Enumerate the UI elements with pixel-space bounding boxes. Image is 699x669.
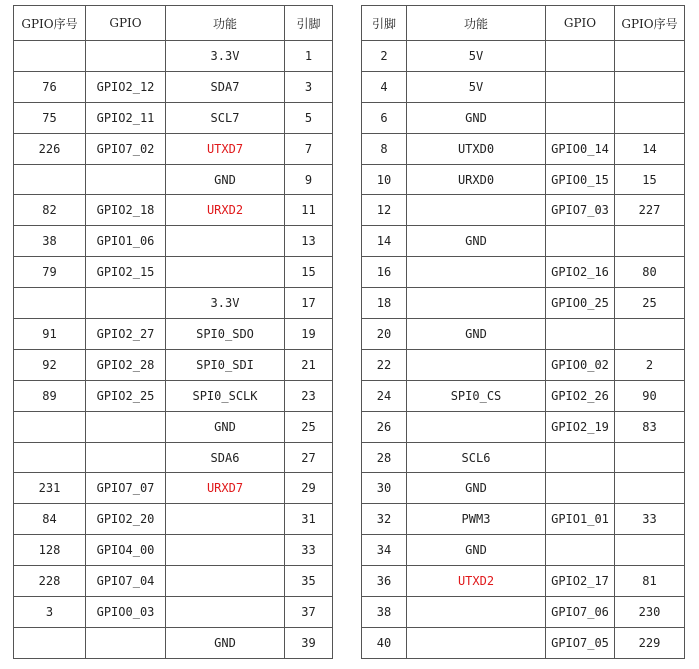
left-table-cell: 228 bbox=[14, 566, 86, 597]
right-table-row bbox=[362, 349, 685, 380]
left-table-cell: GPIO4_00 bbox=[86, 535, 166, 566]
left-table-cell: 79 bbox=[14, 257, 86, 288]
right-header-cell: GPIO序号 bbox=[615, 6, 685, 41]
left-header-cell: 功能 bbox=[166, 6, 285, 41]
right-table-cell: GND bbox=[407, 102, 546, 133]
right-table-cell: GND bbox=[407, 226, 546, 257]
left-table-cell: 27 bbox=[285, 442, 333, 473]
left-table-cell: GPIO2_12 bbox=[86, 71, 166, 102]
right-table-cell: 8 bbox=[362, 133, 407, 164]
right-header-row bbox=[362, 6, 685, 41]
left-header-cell: 引脚 bbox=[285, 6, 333, 41]
right-table-cell bbox=[407, 195, 546, 226]
left-table-cell: 38 bbox=[14, 226, 86, 257]
left-table-cell: SDA6 bbox=[166, 442, 285, 473]
right-table-cell: GPIO0_02 bbox=[546, 349, 615, 380]
right-table-row bbox=[362, 566, 685, 597]
right-table-cell: 34 bbox=[362, 535, 407, 566]
left-table-cell: GND bbox=[166, 164, 285, 195]
left-table-row bbox=[14, 41, 333, 72]
left-table-cell: 82 bbox=[14, 195, 86, 226]
left-table-cell bbox=[86, 41, 166, 72]
right-table-cell: 12 bbox=[362, 195, 407, 226]
left-table-cell: 29 bbox=[285, 473, 333, 504]
left-table-cell: 13 bbox=[285, 226, 333, 257]
left-table-row bbox=[14, 102, 333, 133]
right-table-cell bbox=[615, 41, 685, 72]
right-table-cell: 40 bbox=[362, 627, 407, 658]
left-table-cell: SPI0_SCLK bbox=[166, 380, 285, 411]
left-table-cell: 1 bbox=[285, 41, 333, 72]
right-table-cell: 33 bbox=[615, 504, 685, 535]
left-table-cell: GPIO1_06 bbox=[86, 226, 166, 257]
right-table-cell: GPIO2_19 bbox=[546, 411, 615, 442]
left-table-row bbox=[14, 257, 333, 288]
left-table-cell: 11 bbox=[285, 195, 333, 226]
right-table-cell bbox=[407, 627, 546, 658]
right-table-cell bbox=[615, 319, 685, 350]
left-table-cell: GPIO2_27 bbox=[86, 319, 166, 350]
right-table-cell: 4 bbox=[362, 71, 407, 102]
right-table-cell: URXD0 bbox=[407, 164, 546, 195]
right-table-cell: 32 bbox=[362, 504, 407, 535]
left-table-cell: 17 bbox=[285, 288, 333, 319]
left-table-cell: 226 bbox=[14, 133, 86, 164]
left-table-cell bbox=[86, 288, 166, 319]
left-table-row bbox=[14, 627, 333, 658]
right-table-cell bbox=[546, 102, 615, 133]
left-table-cell: 76 bbox=[14, 71, 86, 102]
left-table-row bbox=[14, 597, 333, 628]
right-table-cell: GPIO0_14 bbox=[546, 133, 615, 164]
left-table-cell: 23 bbox=[285, 380, 333, 411]
left-table-cell bbox=[14, 411, 86, 442]
left-table-cell: 33 bbox=[285, 535, 333, 566]
left-table-cell: 9 bbox=[285, 164, 333, 195]
left-table-cell: URXD2 bbox=[166, 195, 285, 226]
right-table-cell: GND bbox=[407, 319, 546, 350]
left-table-cell bbox=[166, 597, 285, 628]
left-table-row bbox=[14, 504, 333, 535]
left-pin-table bbox=[13, 5, 333, 659]
left-table-cell: GPIO2_15 bbox=[86, 257, 166, 288]
left-table-cell: 231 bbox=[14, 473, 86, 504]
left-table-cell: GPIO7_07 bbox=[86, 473, 166, 504]
right-table-cell: 18 bbox=[362, 288, 407, 319]
left-header-row bbox=[14, 6, 333, 41]
right-table-row bbox=[362, 257, 685, 288]
left-table-cell: SCL7 bbox=[166, 102, 285, 133]
right-header-cell: GPIO bbox=[546, 6, 615, 41]
right-header-cell: 引脚 bbox=[362, 6, 407, 41]
right-table-row bbox=[362, 226, 685, 257]
left-table-cell bbox=[166, 504, 285, 535]
left-table-cell: GPIO2_18 bbox=[86, 195, 166, 226]
right-table-row bbox=[362, 442, 685, 473]
left-table-cell: 25 bbox=[285, 411, 333, 442]
right-table-cell bbox=[407, 349, 546, 380]
right-table-row bbox=[362, 288, 685, 319]
right-table-cell bbox=[546, 226, 615, 257]
right-table-cell: 6 bbox=[362, 102, 407, 133]
right-table-cell: 26 bbox=[362, 411, 407, 442]
right-table-cell: GPIO2_17 bbox=[546, 566, 615, 597]
left-table-row bbox=[14, 319, 333, 350]
left-table-cell bbox=[86, 164, 166, 195]
left-table-cell: 128 bbox=[14, 535, 86, 566]
right-table-cell: GND bbox=[407, 473, 546, 504]
right-table-cell bbox=[546, 41, 615, 72]
right-pin-table bbox=[361, 5, 685, 659]
right-table-cell: 80 bbox=[615, 257, 685, 288]
right-table-row bbox=[362, 380, 685, 411]
left-header-cell: GPIO序号 bbox=[14, 6, 86, 41]
left-table-row bbox=[14, 380, 333, 411]
right-table-cell: GPIO2_16 bbox=[546, 257, 615, 288]
left-table-cell bbox=[166, 566, 285, 597]
right-table-cell: 16 bbox=[362, 257, 407, 288]
right-table-cell: 5V bbox=[407, 71, 546, 102]
left-table-row bbox=[14, 195, 333, 226]
left-table-cell: 5 bbox=[285, 102, 333, 133]
right-table-cell bbox=[407, 597, 546, 628]
right-table-cell bbox=[407, 411, 546, 442]
left-table-cell: SPI0_SDO bbox=[166, 319, 285, 350]
right-table-cell: UTXD2 bbox=[407, 566, 546, 597]
left-table-cell bbox=[14, 164, 86, 195]
right-table-cell: 14 bbox=[615, 133, 685, 164]
left-table-cell bbox=[14, 627, 86, 658]
left-table-cell: 7 bbox=[285, 133, 333, 164]
right-table-cell bbox=[407, 288, 546, 319]
left-table-cell bbox=[86, 411, 166, 442]
right-table-cell: GPIO2_26 bbox=[546, 380, 615, 411]
left-table-body bbox=[14, 41, 333, 659]
left-table-cell bbox=[14, 288, 86, 319]
left-table-cell: 3.3V bbox=[166, 288, 285, 319]
right-table-cell: GPIO1_01 bbox=[546, 504, 615, 535]
right-table-cell bbox=[615, 473, 685, 504]
right-table-cell bbox=[615, 226, 685, 257]
right-table-cell bbox=[615, 442, 685, 473]
right-table-row bbox=[362, 535, 685, 566]
left-table-cell: 3.3V bbox=[166, 41, 285, 72]
left-table-cell: GPIO7_02 bbox=[86, 133, 166, 164]
right-table-row bbox=[362, 133, 685, 164]
right-table-cell bbox=[546, 442, 615, 473]
left-table-cell: 15 bbox=[285, 257, 333, 288]
left-table-cell: SPI0_SDI bbox=[166, 349, 285, 380]
left-table-cell: 21 bbox=[285, 349, 333, 380]
left-table-cell: GPIO2_28 bbox=[86, 349, 166, 380]
right-table-row bbox=[362, 411, 685, 442]
right-table-cell bbox=[615, 71, 685, 102]
right-table-cell: 5V bbox=[407, 41, 546, 72]
left-table-cell: GPIO2_25 bbox=[86, 380, 166, 411]
left-table-cell bbox=[86, 627, 166, 658]
right-table-cell: 24 bbox=[362, 380, 407, 411]
right-table-body bbox=[362, 41, 685, 659]
right-table-cell: 227 bbox=[615, 195, 685, 226]
right-table-cell: 30 bbox=[362, 473, 407, 504]
right-table-cell: 10 bbox=[362, 164, 407, 195]
right-table-row bbox=[362, 41, 685, 72]
right-table-cell bbox=[546, 473, 615, 504]
left-table-cell: 3 bbox=[14, 597, 86, 628]
left-table-row bbox=[14, 71, 333, 102]
right-table-cell: PWM3 bbox=[407, 504, 546, 535]
left-table-cell: 75 bbox=[14, 102, 86, 133]
right-table-row bbox=[362, 102, 685, 133]
left-table-row bbox=[14, 349, 333, 380]
left-table-cell: GPIO7_04 bbox=[86, 566, 166, 597]
right-table-cell: 14 bbox=[362, 226, 407, 257]
left-table-cell bbox=[166, 257, 285, 288]
left-table-cell: 3 bbox=[285, 71, 333, 102]
left-table-cell bbox=[86, 442, 166, 473]
right-table-cell: 25 bbox=[615, 288, 685, 319]
left-table-cell: 39 bbox=[285, 627, 333, 658]
left-table-cell bbox=[14, 442, 86, 473]
left-table-row bbox=[14, 566, 333, 597]
left-table-cell bbox=[166, 535, 285, 566]
right-table-cell bbox=[615, 102, 685, 133]
right-table-cell: GPIO7_06 bbox=[546, 597, 615, 628]
right-table-row bbox=[362, 597, 685, 628]
right-table-row bbox=[362, 473, 685, 504]
right-table-cell: GND bbox=[407, 535, 546, 566]
left-table-cell: 84 bbox=[14, 504, 86, 535]
left-table-row bbox=[14, 411, 333, 442]
left-table-cell: 91 bbox=[14, 319, 86, 350]
right-table-cell: 36 bbox=[362, 566, 407, 597]
right-table-cell: 90 bbox=[615, 380, 685, 411]
left-table-row bbox=[14, 164, 333, 195]
right-table-cell: 229 bbox=[615, 627, 685, 658]
left-table-cell: GND bbox=[166, 411, 285, 442]
right-table-row bbox=[362, 319, 685, 350]
left-table-cell: 37 bbox=[285, 597, 333, 628]
left-table-cell bbox=[14, 41, 86, 72]
left-table-cell: UTXD7 bbox=[166, 133, 285, 164]
right-table-cell: 2 bbox=[615, 349, 685, 380]
left-table-cell: 19 bbox=[285, 319, 333, 350]
right-table-cell: GPIO7_03 bbox=[546, 195, 615, 226]
right-table-cell: 81 bbox=[615, 566, 685, 597]
left-header-cell: GPIO bbox=[86, 6, 166, 41]
left-table-row bbox=[14, 288, 333, 319]
right-table-cell: 22 bbox=[362, 349, 407, 380]
right-table-cell: 83 bbox=[615, 411, 685, 442]
right-table-row bbox=[362, 504, 685, 535]
right-table-cell: GPIO7_05 bbox=[546, 627, 615, 658]
left-table-cell: SDA7 bbox=[166, 71, 285, 102]
right-table-cell: 28 bbox=[362, 442, 407, 473]
left-table-cell: URXD7 bbox=[166, 473, 285, 504]
right-table-cell: 20 bbox=[362, 319, 407, 350]
right-table-cell bbox=[407, 257, 546, 288]
right-table-cell bbox=[546, 71, 615, 102]
left-table-row bbox=[14, 442, 333, 473]
left-table-row bbox=[14, 133, 333, 164]
left-table-cell: 35 bbox=[285, 566, 333, 597]
left-table-cell: GPIO2_11 bbox=[86, 102, 166, 133]
right-header-cell: 功能 bbox=[407, 6, 546, 41]
left-table-row bbox=[14, 226, 333, 257]
right-table-cell: 230 bbox=[615, 597, 685, 628]
left-table-cell: GPIO0_03 bbox=[86, 597, 166, 628]
right-table-cell: 38 bbox=[362, 597, 407, 628]
right-table-cell bbox=[615, 535, 685, 566]
right-table-cell: UTXD0 bbox=[407, 133, 546, 164]
left-table-cell: GPIO2_20 bbox=[86, 504, 166, 535]
left-table-cell: 31 bbox=[285, 504, 333, 535]
left-table-cell: 89 bbox=[14, 380, 86, 411]
left-table-cell bbox=[166, 226, 285, 257]
left-table-row bbox=[14, 473, 333, 504]
right-table-cell: SPI0_CS bbox=[407, 380, 546, 411]
right-table-cell bbox=[546, 319, 615, 350]
right-table-cell: GPIO0_15 bbox=[546, 164, 615, 195]
right-table-row bbox=[362, 71, 685, 102]
right-table-cell: SCL6 bbox=[407, 442, 546, 473]
right-table-cell bbox=[546, 535, 615, 566]
right-table-row bbox=[362, 164, 685, 195]
left-table-row bbox=[14, 535, 333, 566]
left-table-cell: 92 bbox=[14, 349, 86, 380]
right-table-row bbox=[362, 627, 685, 658]
right-table-cell: 2 bbox=[362, 41, 407, 72]
right-table-row bbox=[362, 195, 685, 226]
right-table-cell: GPIO0_25 bbox=[546, 288, 615, 319]
right-table-cell: 15 bbox=[615, 164, 685, 195]
left-table-cell: GND bbox=[166, 627, 285, 658]
